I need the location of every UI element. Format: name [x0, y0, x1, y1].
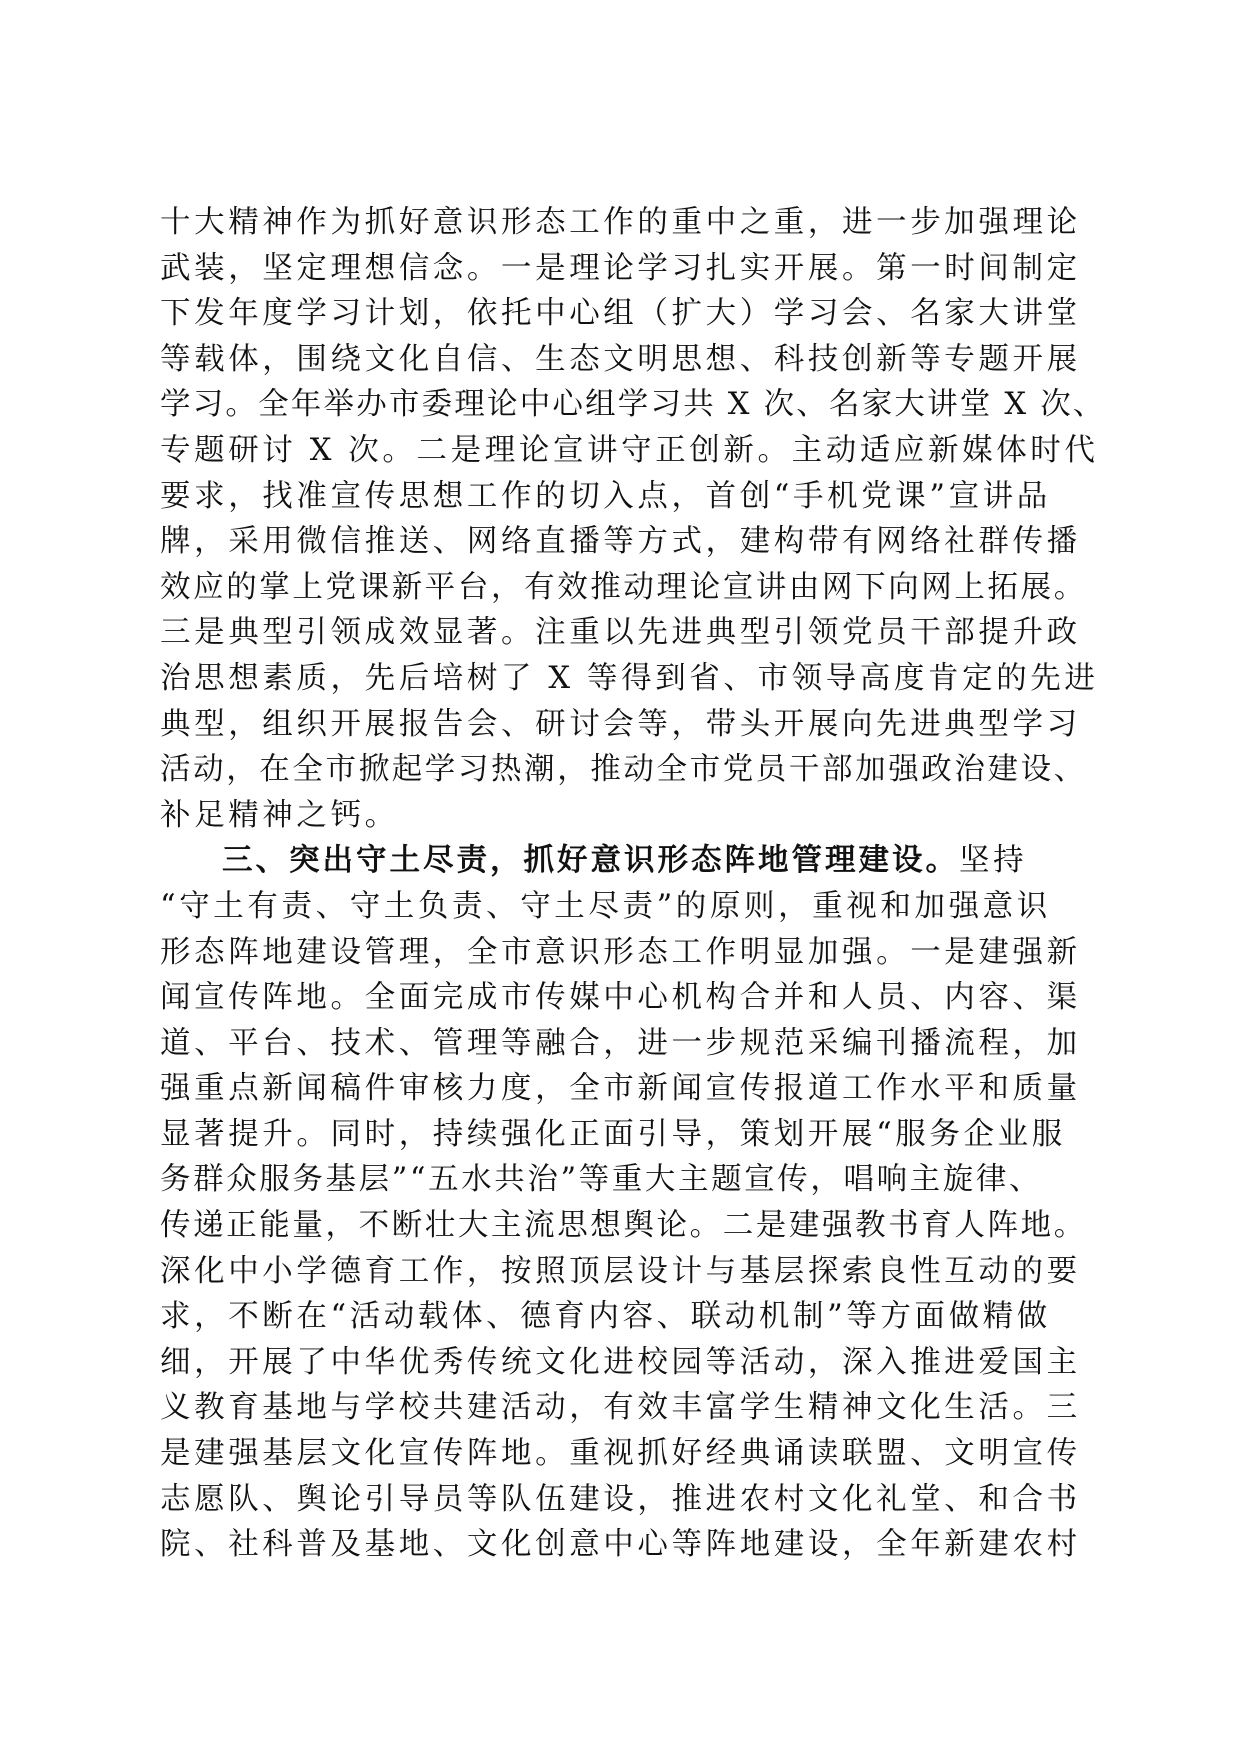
text-line: 牌，采用微信推送、网络直播等方式，建构带有网络社群传播 [160, 524, 1081, 560]
heading-continuation: 坚持 [959, 843, 1028, 879]
text-line: 强重点新闻稿件审核力度，全市新闻宣传报道工作水平和质量 [160, 1071, 1081, 1107]
text-line: 治思想素质，先后培树了 X 等得到省、市领导高度肯定的先进 [160, 660, 1099, 696]
text-line: 学习。全年举办市委理论中心组学习共 X 次、名家大讲堂 X 次、 [160, 387, 1106, 423]
text-line: 补足精神之钙。 [160, 797, 399, 833]
text-line: 典型，组织开展报告会、研讨会等，带头开展向先进典型学习 [160, 706, 1081, 742]
heading-line [160, 838, 1078, 884]
text-line: 院、社科普及基地、文化创意中心等阵地建设，全年新建农村 [160, 1527, 1081, 1563]
text-line: 专题研讨 X 次。二是理论宣讲守正创新。主动适应新媒体时代 [160, 432, 1099, 468]
text-line: 是建强基层文化宣传阵地。重视抓好经典诵读联盟、文明宣传 [160, 1436, 1081, 1472]
text-line: 三是典型引领成效显著。注重以先进典型引领党员干部提升政 [160, 615, 1081, 651]
text-line: 形态阵地建设管理，全市意识形态工作明显加强。一是建强新 [160, 934, 1081, 970]
text-line: 道、平台、技术、管理等融合，进一步规范采编刊播流程，加 [160, 1025, 1081, 1061]
text-line: 下发年度学习计划，依托中心组（扩大）学习会、名家大讲堂 [160, 296, 1081, 332]
text-line: 武装，坚定理想信念。一是理论学习扎实开展。第一时间制定 [160, 250, 1081, 286]
text-line: 志愿队、舆论引导员等队伍建设，推进农村文化礼堂、和合书 [160, 1481, 1081, 1517]
text-line: 细，开展了中华优秀传统文化进校园等活动，深入推进爱国主 [160, 1344, 1081, 1380]
text-line: 求，不断在“活动载体、德育内容、联动机制”等方面做精做 [160, 1299, 1051, 1335]
text-line: 深化中小学德育工作，按照顶层设计与基层探索良性互动的要 [160, 1253, 1081, 1289]
text-line: “守土有责、守土负责、守土尽责”的原则，重视和加强意识 [160, 888, 1051, 924]
text-line: 十大精神作为抓好意识形态工作的重中之重，进一步加强理论 [160, 205, 1081, 240]
text-line: 活动，在全市掀起学习热潮，推动全市党员干部加强政治建设、 [160, 752, 1087, 788]
text-line: 传递正能量，不断壮大主流思想舆论。二是建强教书育人阵地。 [160, 1208, 1087, 1244]
text-line: 要求，找准宣传思想工作的切入点，首创“手机党课”宣讲品 [160, 478, 1051, 514]
document-body [160, 200, 1106, 1568]
paragraph-theory-study [160, 200, 1106, 838]
paragraph-position-management [160, 838, 1087, 1568]
text-line: 闻宣传阵地。全面完成市传媒中心机构合并和人员、内容、渠 [160, 980, 1081, 1016]
text-line: 显著提升。同时，持续强化正面引导，策划开展“服务企业服 [160, 1116, 1066, 1152]
text-line: 效应的掌上党课新平台，有效推动理论宣讲由网下向网上拓展。 [160, 569, 1087, 605]
text-line: 务群众服务基层”“五水共治”等重大主题宣传，唱响主旋律、 [160, 1162, 1043, 1198]
text-line: 等载体，围绕文化自信、生态文明思想、科技创新等专题开展 [160, 341, 1081, 377]
section-heading: 三、突出守土尽责，抓好意识形态阵地管理建设。 [222, 842, 959, 879]
text-line: 义教育基地与学校共建活动，有效丰富学生精神文化生活。三 [160, 1390, 1081, 1426]
